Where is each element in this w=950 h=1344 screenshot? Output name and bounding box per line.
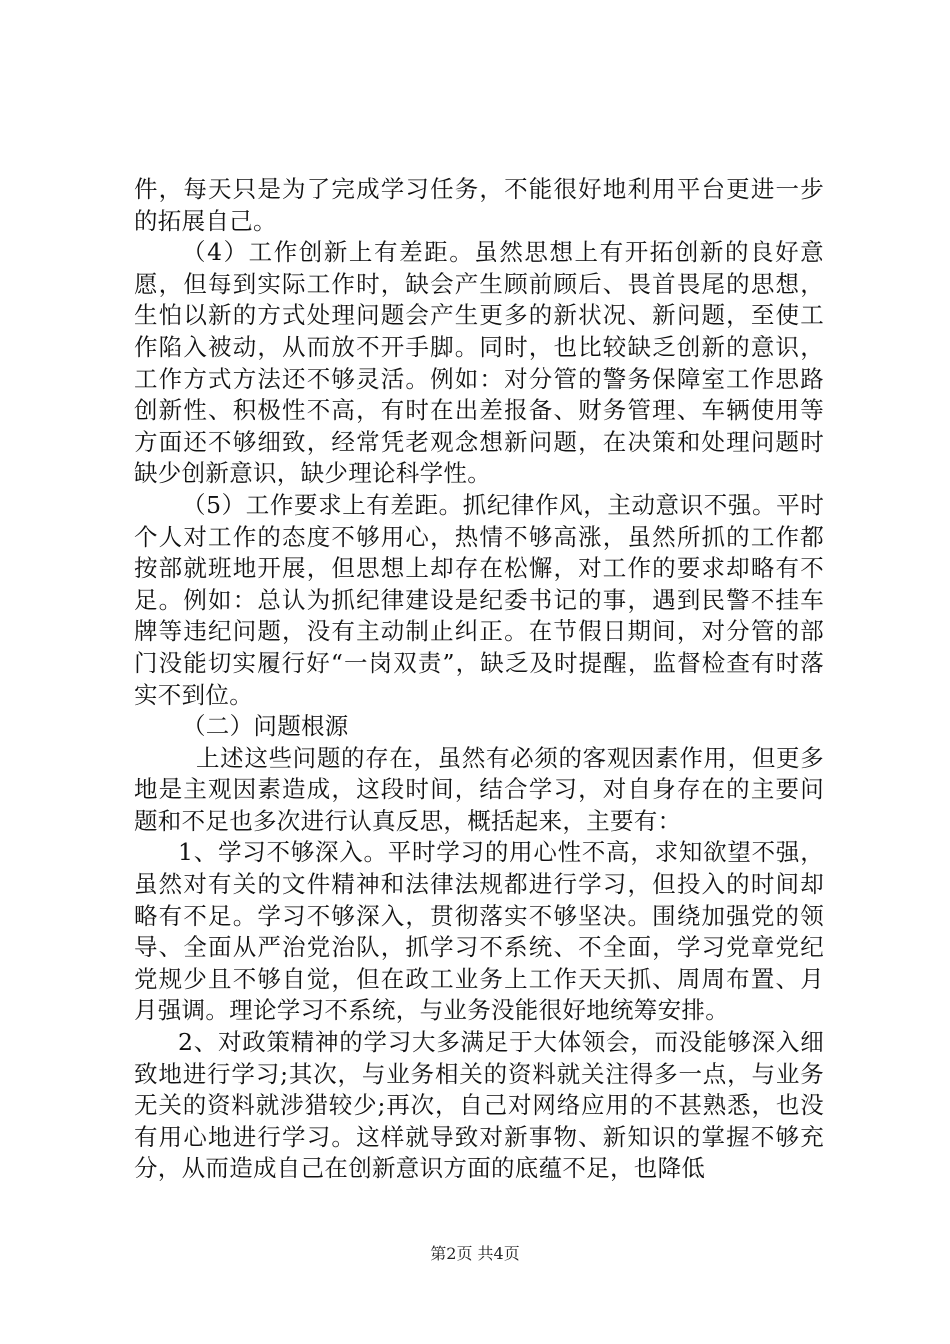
paragraph-point-1: 1、学习不够深入。平时学习的用心性不高，求知欲望不强，虽然对有关的文件精神和法律法规都进行学习，但投入的时间却略有不足。学习不够深入，贯彻落实不够坚决。围绕加强党的领导、全面从严治党治队，抓学习不系统、不全面，学习党章党纪党规少且不够自觉，但在政工业务上工作天天抓、周周布置、月月强调。理论学习不系统，与业务没能很好地统筹安排。 <box>134 838 824 1025</box>
paragraph-innovation-gap: （4）工作创新上有差距。虽然思想上有开拓创新的良好意愿，但每到实际工作时，缺会产生顾前顾后、畏首畏尾的思想，生怕以新的方式处理问题会产生更多的新状况、新问题，至使工作陷入被动，从而放不开手脚。同时，也比较缺乏创新的意识，工作方式方法还不够灵活。例如：对分管的警务保障室工作思路创新性、积极性不高，有时在出差报备、财务管理、车辆使用等方面还不够细致，经常凭老观念想新问题，在决策和处理问题时缺少创新意识，缺少理论科学性。 <box>134 238 824 488</box>
paragraph-requirement-gap: （5）工作要求上有差距。抓纪律作风，主动意识不强。平时个人对工作的态度不够用心，热情不够高涨，虽然所抓的工作都按部就班地开展，但思想上却存在松懈，对工作的要求却略有不足。例如：总认为抓纪律建设是纪委书记的事，遇到民警不挂车牌等违纪问题，没有主动制止纠正。在节假日期间，对分管的部门没能切实履行好“一岗双责”，缺乏及时提醒，监督检查有时落实不到位。 <box>134 490 824 709</box>
section-heading-problem-roots: （二）问题根源 <box>182 712 349 741</box>
paragraph-point-2: 2、对政策精神的学习大多满足于大体领会，而没能够深入细致地进行学习;其次，与业务相关的资料就关注得多一点，与业务无关的资料就涉猎较少;再次，自己对网络应用的不甚熟悉，也没有用心地进行学习。这样就导致对新事物、新知识的掌握不够充分，从而造成自己在创新意识方面的底蕴不足，也降低 <box>134 1028 824 1183</box>
paragraph-roots-intro: 上述这些问题的存在，虽然有必须的客观因素作用，但更多地是主观因素造成，这段时间，结合学习，对自身存在的主要问题和不足也多次进行认真反思，概括起来，主要有： <box>134 743 824 835</box>
paragraph-continuation: 件，每天只是为了完成学习任务，不能很好地利用平台更进一步的拓展自己。 <box>134 175 824 235</box>
page-number-footer: 第2页 共4页 <box>430 1244 520 1263</box>
document-body <box>134 174 824 1185</box>
